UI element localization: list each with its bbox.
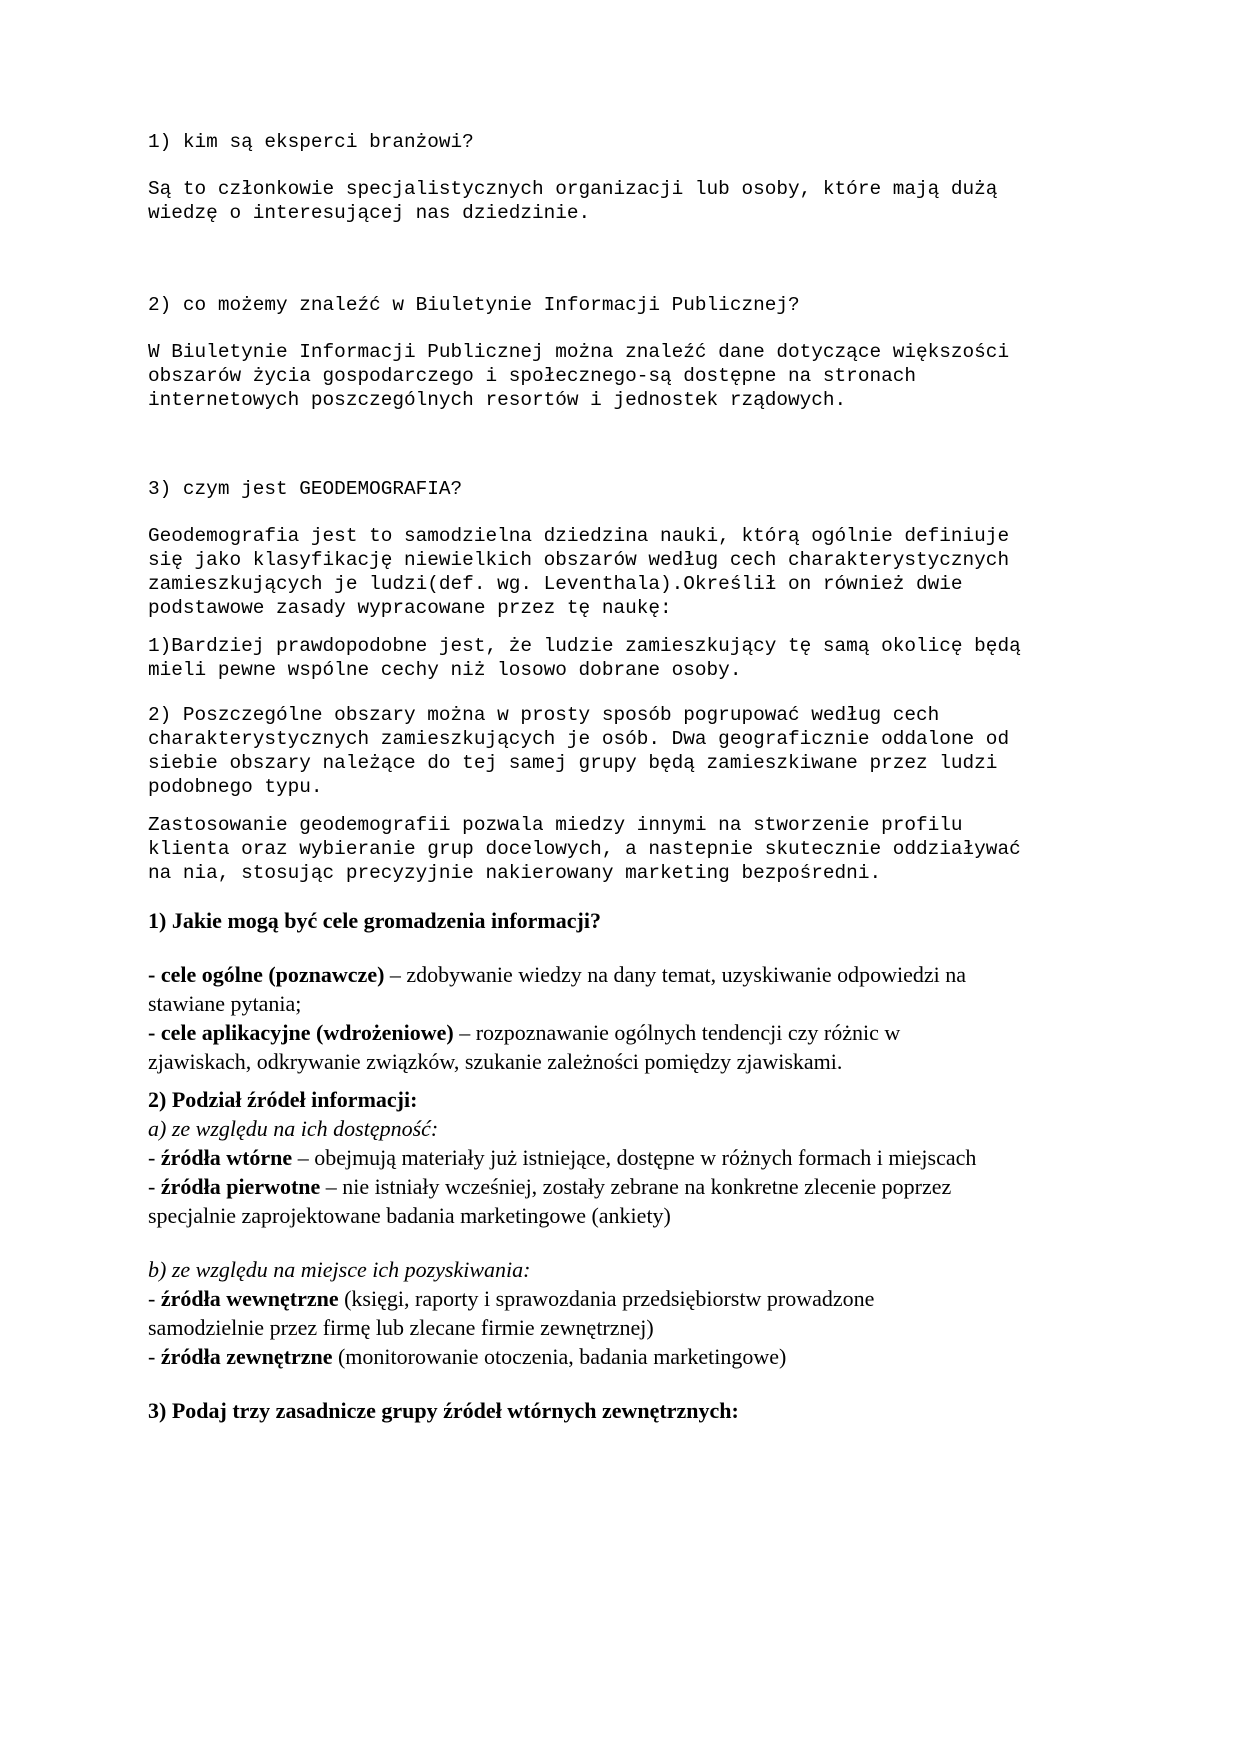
definition: – zdobywanie wiedzy na dany temat, uzyskiwanie odpowiedzi na [384,962,967,987]
list-item [148,1284,1108,1313]
subsection-a [148,1114,1108,1143]
term: - cele aplikacyjne (wdrożeniowe) [148,1020,454,1045]
definition: (księgi, raporty i sprawozdania przedsiębiorstw prowadzone [338,1286,875,1311]
section-2-heading: 2) Podział źródeł informacji: [148,1087,418,1112]
term: źródła pierwotne [160,1174,321,1199]
section-2-b [148,1255,1108,1371]
answer-3-principle-1: 1)Bardziej prawdopodobne jest, że ludzie zamieszkujący tę samą okolicę będą mieli pewne wspólne cechy niż losowo dobrane osoby. [148,635,1021,681]
answer-2: W Biuletynie Informacji Publicznej można znaleźć dane dotyczące większości obszarów życia gospodarczego i społecznego-są dostępne na stronach internetowych poszczególnych resortów i jednostek rządowych. [148,341,1010,411]
list-item-continuation: samodzielnie przez firmę lub zlecane firmie zewnętrznej) [148,1315,654,1340]
question-1: 1) kim są eksperci branżowi? [148,131,474,153]
list-item [148,1143,1108,1172]
definition: – obejmują materiały już istniejące, dostępne w różnych formach i miejscach [292,1145,977,1170]
definition: – rozpoznawanie ogólnych tendencji czy różnic w [453,1020,901,1045]
section-3 [148,1396,1108,1425]
section-3-heading: 3) Podaj trzy zasadnicze grupy źródeł wtórnych zewnętrznych: [148,1398,739,1423]
definition: (monitorowanie otoczenia, badania marketingowe) [332,1344,787,1369]
question-3: 3) czym jest GEODEMOGRAFIA? [148,478,463,500]
term: źródła wtórne [160,1145,293,1170]
answer-3-principle-2: 2) Poszczególne obszary można w prosty sposób pogrupować według cech charakterystycznych zamieszkujących je osób. Dwa geograficznie oddalone od siebie obszary należące do tej samej grupy będą zamieszkiwane przez ludzi podobnego typu. [148,704,1010,798]
dash: - [148,1286,161,1311]
subsection-b [148,1255,1108,1284]
section-1-list [148,960,1108,1076]
term: - cele ogólne (poznawcze) [148,962,385,987]
subsection-a-title: a) ze względu na ich dostępność: [148,1116,439,1141]
dash: - [148,1174,161,1199]
term: źródła wewnętrzne [160,1286,339,1311]
section-2 [148,1085,1108,1230]
answer-3-application: Zastosowanie geodemografii pozwala miedzy innymi na stworzenie profilu klienta oraz wybieranie grup docelowych, a nastepnie skutecznie oddziaływać na nia, stosując precyzyjnie nakierowany marketing bezpośredni. [148,814,1021,884]
answer-3-intro: Geodemografia jest to samodzielna dziedzina nauki, którą ogólnie definiuje się jako klasyfikację niewielkich obszarów według cech charakterystycznych zamieszkujących je ludzi(def. wg. Leventhala).Określił on również dwie podstawowe zasady wypracowane przez tę naukę: [148,525,1010,619]
dash: - [148,1344,161,1369]
list-item [148,1172,1108,1201]
section-1-heading: 1) Jakie mogą być cele gromadzenia informacji? [148,908,601,933]
answer-1: Są to członkowie specjalistycznych organizacji lub osoby, które mają dużą wiedzę o interesującej nas dziedzinie. [148,178,998,224]
list-item [148,1018,1108,1047]
list-item-continuation: stawiane pytania; [148,991,302,1016]
list-item [148,960,1108,989]
definition: – nie istniały wcześniej, zostały zebrane na konkretne zlecenie poprzez [320,1174,952,1199]
section-1 [148,906,1108,935]
term: źródła zewnętrzne [160,1344,333,1369]
list-item [148,1342,1108,1371]
list-item-continuation: zjawiskach, odkrywanie związków, szukanie zależności pomiędzy zjawiskami. [148,1049,843,1074]
list-item-continuation: specjalnie zaprojektowane badania marketingowe (ankiety) [148,1203,671,1228]
subsection-b-title: b) ze względu na miejsce ich pozyskiwania: [148,1257,531,1282]
dash: - [148,1145,161,1170]
question-2: 2) co możemy znaleźć w Biuletynie Informacji Publicznej? [148,294,800,316]
document-page [148,0,1108,1754]
